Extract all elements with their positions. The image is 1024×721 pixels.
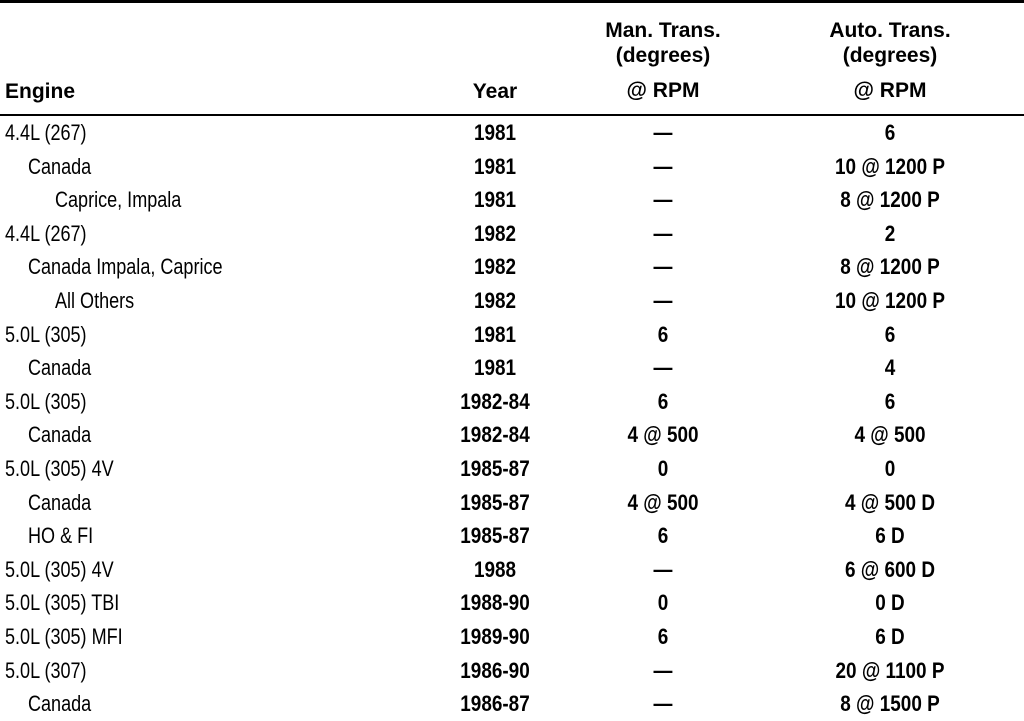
man-trans-cell: — <box>653 355 673 381</box>
man-trans-header-line2: (degrees) <box>615 44 711 67</box>
engine-cell: 5.0L (305) TBI <box>5 590 120 616</box>
man-trans-cell: — <box>653 556 673 582</box>
table-row <box>0 351 1024 385</box>
man-trans-cell: 6 <box>657 321 669 347</box>
year-cell: 1986-90 <box>460 657 530 683</box>
year-cell: 1985-87 <box>460 523 530 549</box>
year-cell: 1981 <box>473 355 517 381</box>
man-trans-cell: 4 @ 500 <box>627 422 699 448</box>
table-row <box>0 116 1024 150</box>
auto-trans-cell: 4 @ 500 <box>854 422 926 448</box>
table-row <box>0 385 1024 419</box>
engine-cell: Canada Impala, Caprice <box>28 254 223 280</box>
engine-cell: Canada <box>28 153 92 179</box>
engine-cell: 5.0L (307) <box>5 657 87 683</box>
man-trans-cell: 6 <box>657 388 669 414</box>
year-cell: 1982 <box>473 254 517 280</box>
auto-trans-cell: 10 @ 1200 P <box>835 153 945 179</box>
year-cell: 1985-87 <box>460 455 530 481</box>
engine-cell: Canada <box>28 691 92 717</box>
auto-trans-cell: 4 <box>884 355 896 381</box>
man-trans-cell: — <box>653 153 673 179</box>
table-row <box>0 452 1024 486</box>
year-cell: 1982 <box>473 220 517 246</box>
auto-trans-header-line2: (degrees) <box>842 44 938 67</box>
engine-cell: 5.0L (305) <box>5 388 87 414</box>
year-cell: 1981 <box>473 187 517 213</box>
man-trans-cell: 0 <box>657 455 669 481</box>
man-trans-cell: — <box>653 220 673 246</box>
auto-trans-cell: 6 <box>884 388 896 414</box>
engine-cell: HO & FI <box>28 523 94 549</box>
engine-cell: 5.0L (305) <box>5 321 87 347</box>
auto-trans-header-line1: Auto. Trans. <box>829 19 951 42</box>
engine-cell: 5.0L (305) 4V <box>5 455 114 481</box>
year-cell: 1986-87 <box>460 691 530 717</box>
man-trans-header-line1: Man. Trans. <box>605 19 721 42</box>
table-row <box>0 250 1024 284</box>
auto-trans-cell: 0 <box>884 455 896 481</box>
year-cell: 1981 <box>473 321 517 347</box>
auto-trans-cell: 8 @ 1200 P <box>840 254 940 280</box>
table-row <box>0 654 1024 688</box>
table-row <box>0 217 1024 251</box>
man-trans-header-line3: @ RPM <box>626 79 700 102</box>
man-trans-cell: 4 @ 500 <box>627 489 699 515</box>
engine-cell: Canada <box>28 422 92 448</box>
auto-trans-header <box>785 18 995 103</box>
auto-trans-cell: 4 @ 500 D <box>845 489 935 515</box>
man-trans-cell: 6 <box>657 623 669 649</box>
engine-cell: 4.4L (267) <box>5 220 87 246</box>
table-row <box>0 284 1024 318</box>
auto-trans-cell: 6 <box>884 321 896 347</box>
man-trans-cell: — <box>653 691 673 717</box>
table-row <box>0 318 1024 352</box>
year-cell: 1982-84 <box>460 388 530 414</box>
table-header <box>0 14 1024 112</box>
man-trans-header <box>568 18 758 103</box>
year-cell: 1988-90 <box>460 590 530 616</box>
engine-header: Engine <box>5 80 76 103</box>
auto-trans-header-line3: @ RPM <box>853 79 927 102</box>
table-row <box>0 418 1024 452</box>
year-cell: 1982-84 <box>460 422 530 448</box>
auto-trans-cell: 2 <box>884 220 896 246</box>
year-cell: 1981 <box>473 153 517 179</box>
engine-cell: 4.4L (267) <box>5 120 87 145</box>
auto-trans-cell: 20 @ 1100 P <box>835 657 945 683</box>
engine-cell: 5.0L (305) 4V <box>5 556 114 582</box>
auto-trans-cell: 6 <box>884 120 896 145</box>
man-trans-cell: — <box>653 187 673 213</box>
table-body <box>0 116 1024 721</box>
year-header: Year <box>472 80 518 103</box>
engine-cell: Canada <box>28 355 92 381</box>
auto-trans-cell: 8 @ 1200 P <box>840 187 940 213</box>
table-row <box>0 687 1024 721</box>
auto-trans-cell: 6 D <box>875 623 905 649</box>
table-row <box>0 620 1024 654</box>
year-cell: 1985-87 <box>460 489 530 515</box>
year-cell: 1982 <box>473 287 517 313</box>
auto-trans-cell: 8 @ 1500 P <box>840 691 940 717</box>
table-row <box>0 486 1024 520</box>
table-row <box>0 183 1024 217</box>
engine-cell: All Others <box>55 287 135 313</box>
auto-trans-cell: 10 @ 1200 P <box>835 287 945 313</box>
table-row <box>0 150 1024 184</box>
auto-trans-cell: 6 @ 600 D <box>845 556 935 582</box>
top-rule <box>0 0 1024 3</box>
table-row <box>0 519 1024 553</box>
man-trans-cell: — <box>653 657 673 683</box>
table-row <box>0 553 1024 587</box>
year-cell: 1988 <box>473 556 517 582</box>
table-row <box>0 586 1024 620</box>
man-trans-cell: 0 <box>657 590 669 616</box>
auto-trans-cell: 0 D <box>875 590 905 616</box>
year-cell: 1989-90 <box>460 623 530 649</box>
year-cell: 1981 <box>473 120 517 145</box>
engine-cell: Canada <box>28 489 92 515</box>
man-trans-cell: — <box>653 120 673 145</box>
auto-trans-cell: 6 D <box>875 523 905 549</box>
man-trans-cell: — <box>653 254 673 280</box>
man-trans-cell: 6 <box>657 523 669 549</box>
engine-cell: 5.0L (305) MFI <box>5 623 123 649</box>
man-trans-cell: — <box>653 287 673 313</box>
engine-cell: Caprice, Impala <box>55 187 182 213</box>
